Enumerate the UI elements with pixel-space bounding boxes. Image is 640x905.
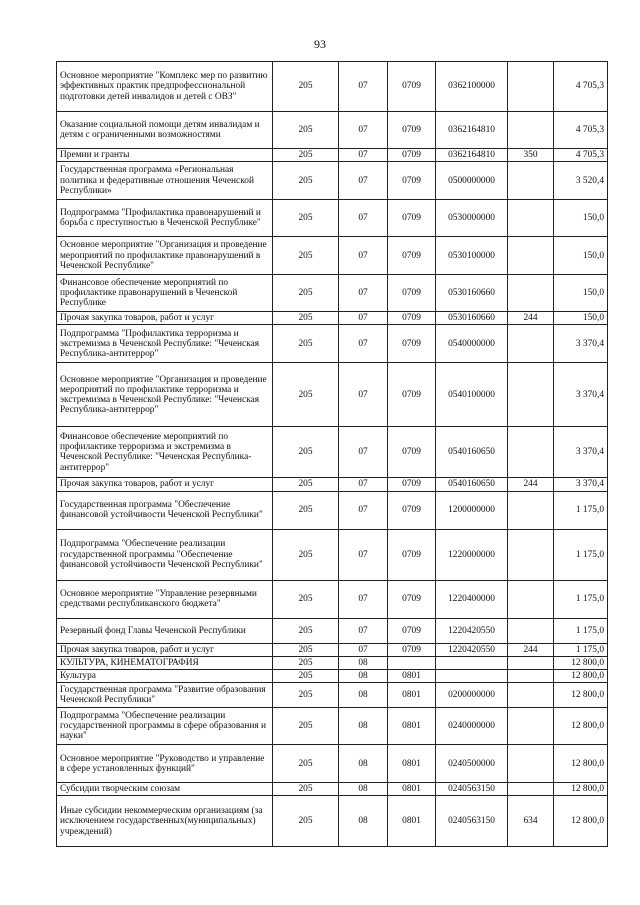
item-name: Иные субсидии некоммерческим организациям (за исключением государственных(муниципальных) учреждений): [57, 796, 273, 847]
subsection-code: 0709: [388, 618, 436, 643]
amount: 3 370,4: [554, 478, 608, 491]
admin-code: 205: [273, 325, 339, 363]
amount: 1 175,0: [554, 643, 608, 656]
target-article: 1200000000: [436, 491, 508, 529]
table-row: [57, 478, 608, 491]
admin-code: 205: [273, 363, 339, 427]
page-number: 93: [314, 37, 326, 51]
target-article: 0530000000: [436, 200, 508, 237]
section-code: 07: [339, 149, 388, 162]
subsection-code: 0801: [388, 783, 436, 796]
admin-code: 205: [273, 478, 339, 491]
item-name: Основное мероприятие "Управление резервными средствами республиканского бюджета": [57, 580, 273, 618]
target-article: 0540000000: [436, 325, 508, 363]
subsection-code: 0709: [388, 529, 436, 580]
item-name: Прочая закупка товаров, работ и услуг: [57, 312, 273, 325]
table-row: [57, 427, 608, 478]
item-name: Основное мероприятие "Руководство и управление в сфере установленных функций": [57, 745, 273, 783]
admin-code: 205: [273, 618, 339, 643]
section-code: 07: [339, 62, 388, 112]
admin-code: 205: [273, 200, 339, 237]
expense-type: [508, 62, 554, 112]
section-code: 08: [339, 683, 388, 708]
target-article: 0362100000: [436, 62, 508, 112]
amount: 12 800,0: [554, 683, 608, 708]
expense-type: [508, 325, 554, 363]
admin-code: 205: [273, 112, 339, 149]
admin-code: 205: [273, 783, 339, 796]
table-row: [57, 529, 608, 580]
admin-code: 205: [273, 670, 339, 683]
item-name: КУЛЬТУРА, КИНЕМАТОГРАФИЯ: [57, 656, 273, 669]
subsection-code: 0709: [388, 580, 436, 618]
amount: 12 800,0: [554, 783, 608, 796]
target-article: 0540160650: [436, 427, 508, 478]
table-row: [57, 237, 608, 275]
item-name: Субсидии творческим союзам: [57, 783, 273, 796]
target-article: 0240563150: [436, 783, 508, 796]
target-article: 0240000000: [436, 708, 508, 745]
subsection-code: 0709: [388, 491, 436, 529]
subsection-code: 0801: [388, 708, 436, 745]
section-code: 08: [339, 745, 388, 783]
item-name: Государственная программа «Региональная политика и федеративные отношения Чеченской Республики»: [57, 162, 273, 200]
amount: 3 370,4: [554, 363, 608, 427]
expense-type: [508, 783, 554, 796]
expense-type: [508, 529, 554, 580]
expense-type: [508, 708, 554, 745]
expense-type: 244: [508, 478, 554, 491]
item-name: Оказание социальной помощи детям инвалидам и детям с ограниченными возможностями: [57, 112, 273, 149]
table-row: [57, 783, 608, 796]
target-article: 1220000000: [436, 529, 508, 580]
section-code: 07: [339, 643, 388, 656]
target-article: 0362164810: [436, 149, 508, 162]
section-code: 07: [339, 112, 388, 149]
expense-type: [508, 200, 554, 237]
section-code: 07: [339, 237, 388, 275]
admin-code: 205: [273, 643, 339, 656]
target-article: 1220420550: [436, 643, 508, 656]
table-row: [57, 149, 608, 162]
amount: 3 520,4: [554, 162, 608, 200]
section-code: 07: [339, 325, 388, 363]
amount: 12 800,0: [554, 670, 608, 683]
item-name: Прочая закупка товаров, работ и услуг: [57, 643, 273, 656]
amount: 1 175,0: [554, 618, 608, 643]
table-row: [57, 708, 608, 745]
subsection-code: 0709: [388, 325, 436, 363]
expense-type: [508, 237, 554, 275]
admin-code: 205: [273, 656, 339, 669]
table-row: [57, 491, 608, 529]
amount: 4 705,3: [554, 62, 608, 112]
item-name: Финансовое обеспечение мероприятий по профилактике правонарушений в Чеченской Республике: [57, 275, 273, 312]
admin-code: 205: [273, 162, 339, 200]
target-article: 0540100000: [436, 363, 508, 427]
target-article: [436, 656, 508, 669]
expense-type: [508, 491, 554, 529]
table-row: [57, 683, 608, 708]
amount: 150,0: [554, 200, 608, 237]
amount: 12 800,0: [554, 708, 608, 745]
target-article: 0240500000: [436, 745, 508, 783]
section-code: 08: [339, 670, 388, 683]
expense-type: [508, 580, 554, 618]
admin-code: 205: [273, 491, 339, 529]
table-row: [57, 312, 608, 325]
target-article: 0200000000: [436, 683, 508, 708]
item-name: Основное мероприятие "Организация и проведение мероприятий по профилактике правонарушений в Чеченской Республике": [57, 237, 273, 275]
subsection-code: 0709: [388, 162, 436, 200]
subsection-code: 0709: [388, 200, 436, 237]
subsection-code: 0801: [388, 745, 436, 783]
amount: 150,0: [554, 237, 608, 275]
table-row: [57, 670, 608, 683]
table-row: [57, 745, 608, 783]
table-row: [57, 325, 608, 363]
admin-code: 205: [273, 745, 339, 783]
amount: 1 175,0: [554, 529, 608, 580]
section-code: 08: [339, 796, 388, 847]
amount: 12 800,0: [554, 656, 608, 669]
section-code: 07: [339, 529, 388, 580]
expense-type: [508, 656, 554, 669]
subsection-code: 0709: [388, 427, 436, 478]
expense-type: 244: [508, 643, 554, 656]
amount: 12 800,0: [554, 796, 608, 847]
budget-table: [56, 61, 608, 847]
amount: 12 800,0: [554, 745, 608, 783]
expense-type: [508, 670, 554, 683]
admin-code: 205: [273, 580, 339, 618]
table-row: [57, 112, 608, 149]
item-name: Основное мероприятие "Организация и проведение мероприятий по профилактике терроризма и экстремизма в Чеченской Республике: "Чеченская Республика-антитеррор": [57, 363, 273, 427]
item-name: Государственная программа "Развитие образования Чеченской Республики": [57, 683, 273, 708]
section-code: 07: [339, 200, 388, 237]
target-article: 0240563150: [436, 796, 508, 847]
expense-type: [508, 162, 554, 200]
admin-code: 205: [273, 149, 339, 162]
table-row: [57, 656, 608, 669]
amount: 150,0: [554, 275, 608, 312]
amount: 4 705,3: [554, 112, 608, 149]
target-article: [436, 670, 508, 683]
subsection-code: [388, 656, 436, 669]
item-name: Подпрограмма "Профилактика терроризма и экстремизма в Чеченской Республике: "Чеченская Республика-антитеррор": [57, 325, 273, 363]
section-code: 07: [339, 491, 388, 529]
target-article: 0500000000: [436, 162, 508, 200]
amount: 1 175,0: [554, 580, 608, 618]
subsection-code: 0709: [388, 312, 436, 325]
table-row: [57, 275, 608, 312]
section-code: 07: [339, 478, 388, 491]
table-row: [57, 162, 608, 200]
amount: 4 705,3: [554, 149, 608, 162]
subsection-code: 0709: [388, 275, 436, 312]
section-code: 08: [339, 708, 388, 745]
subsection-code: 0709: [388, 643, 436, 656]
admin-code: 205: [273, 708, 339, 745]
item-name: Финансовое обеспечение мероприятий по профилактике терроризма и экстремизма в Чеченской Республике: "Чеченская Республика-антитеррор": [57, 427, 273, 478]
expense-type: [508, 275, 554, 312]
expense-type: [508, 745, 554, 783]
table-row: [57, 200, 608, 237]
table-row: [57, 618, 608, 643]
expense-type: 244: [508, 312, 554, 325]
subsection-code: 0709: [388, 149, 436, 162]
subsection-code: 0801: [388, 670, 436, 683]
amount: 3 370,4: [554, 427, 608, 478]
admin-code: 205: [273, 796, 339, 847]
amount: 1 175,0: [554, 491, 608, 529]
target-article: 0530160660: [436, 312, 508, 325]
item-name: Подпрограмма "Профилактика правонарушений и борьба с преступностью в Чеченской Республике": [57, 200, 273, 237]
subsection-code: 0709: [388, 478, 436, 491]
target-article: 0540160650: [436, 478, 508, 491]
subsection-code: 0801: [388, 683, 436, 708]
admin-code: 205: [273, 275, 339, 312]
item-name: Подпрограмма "Обеспечение реализации государственной программы "Обеспечение финансовой устойчивости Чеченской Республики": [57, 529, 273, 580]
table-row: [57, 580, 608, 618]
section-code: 07: [339, 162, 388, 200]
subsection-code: 0709: [388, 62, 436, 112]
target-article: 0530100000: [436, 237, 508, 275]
section-code: 07: [339, 312, 388, 325]
section-code: 07: [339, 275, 388, 312]
item-name: Государственная программа "Обеспечение финансовой устойчивости Чеченской Республики": [57, 491, 273, 529]
subsection-code: 0709: [388, 237, 436, 275]
expense-type: [508, 112, 554, 149]
admin-code: 205: [273, 62, 339, 112]
amount: 3 370,4: [554, 325, 608, 363]
expense-type: [508, 683, 554, 708]
subsection-code: 0709: [388, 112, 436, 149]
expense-type: 634: [508, 796, 554, 847]
expense-type: 350: [508, 149, 554, 162]
table-row: [57, 643, 608, 656]
target-article: 0362164810: [436, 112, 508, 149]
item-name: Подпрограмма "Обеспечение реализации государственной программы в сфере образования и науки": [57, 708, 273, 745]
expense-type: [508, 363, 554, 427]
table-row: [57, 62, 608, 112]
item-name: Основное мероприятие "Комплекс мер по развитию эффективных практик предпрофессиональной подготовки детей инвалидов и детей с ОВЗ": [57, 62, 273, 112]
subsection-code: 0709: [388, 363, 436, 427]
item-name: Культура: [57, 670, 273, 683]
section-code: 07: [339, 618, 388, 643]
item-name: Резервный фонд Главы Чеченской Республики: [57, 618, 273, 643]
amount: 150,0: [554, 312, 608, 325]
subsection-code: 0801: [388, 796, 436, 847]
item-name: Прочая закупка товаров, работ и услуг: [57, 478, 273, 491]
section-code: 07: [339, 427, 388, 478]
expense-type: [508, 618, 554, 643]
table-body: [57, 62, 608, 847]
target-article: 1220400000: [436, 580, 508, 618]
admin-code: 205: [273, 529, 339, 580]
section-code: 07: [339, 363, 388, 427]
expense-type: [508, 427, 554, 478]
table-row: [57, 363, 608, 427]
admin-code: 205: [273, 312, 339, 325]
target-article: 0530160660: [436, 275, 508, 312]
section-code: 08: [339, 656, 388, 669]
admin-code: 205: [273, 427, 339, 478]
item-name: Премии и гранты: [57, 149, 273, 162]
section-code: 07: [339, 580, 388, 618]
admin-code: 205: [273, 683, 339, 708]
table-row: [57, 796, 608, 847]
target-article: 1220420550: [436, 618, 508, 643]
admin-code: 205: [273, 237, 339, 275]
section-code: 08: [339, 783, 388, 796]
